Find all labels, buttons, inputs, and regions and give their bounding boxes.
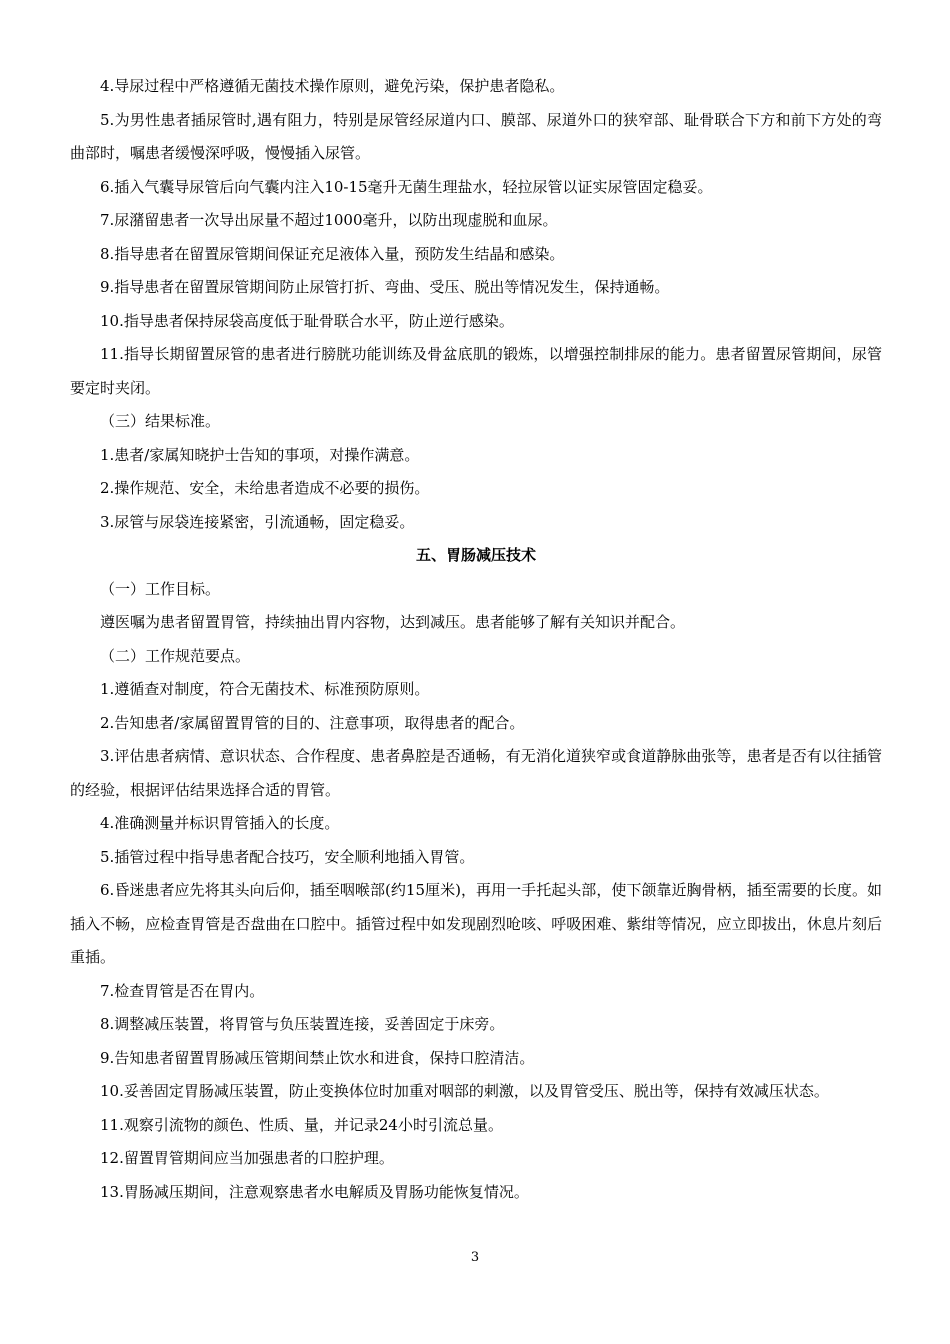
paragraph: 5.插管过程中指导患者配合技巧，安全顺利地插入胃管。 (100, 847, 475, 866)
paragraph: 5.为男性患者插尿管时,遇有阻力，特别是尿管经尿道内口、膜部、尿道外口的狭窄部、耻骨联合下方和前下方处的弯曲部时，嘱患者缓慢深呼吸，慢慢插入尿管。 (70, 110, 882, 162)
paragraph: 4.导尿过程中严格遵循无菌技术操作原则，避免污染，保护患者隐私。 (100, 77, 565, 95)
paragraph: 8.指导患者在留置尿管期间保证充足液体入量，预防发生结晶和感染。 (100, 244, 565, 263)
subsection-heading: （三）结果标准。 (100, 412, 221, 430)
paragraph: 2.操作规范、安全，未给患者造成不必要的损伤。 (100, 479, 430, 497)
paragraph: 3.尿管与尿袋连接紧密，引流通畅，固定稳妥。 (100, 512, 415, 531)
paragraph: 12.留置胃管期间应当加强患者的口腔护理。 (100, 1149, 394, 1167)
paragraph: 8.调整减压装置，将胃管与负压装置连接，妥善固定于床旁。 (100, 1015, 505, 1033)
paragraph: 10.妥善固定胃肠减压装置，防止变换体位时加重对咽部的刺激，以及胃管受压、脱出等，保持有效减压状态。 (100, 1082, 829, 1100)
paragraph: 7.尿潴留患者一次导出尿量不超过1000毫升，以防出现虚脱和血尿。 (100, 211, 558, 229)
paragraph: 遵医嘱为患者留置胃管，持续抽出胃内容物，达到减压。患者能够了解有关知识并配合。 (100, 613, 686, 631)
paragraph: 11.指导长期留置尿管的患者进行膀胱功能训练及骨盆底肌的锻炼，以增强控制排尿的能力。患者留置尿管期间，尿管要定时夹闭。 (70, 345, 882, 397)
paragraph: 11.观察引流物的颜色、性质、量，并记录24小时引流总量。 (100, 1115, 503, 1134)
paragraph: 6.插入气囊导尿管后向气囊内注入10-15毫升无菌生理盐水，轻拉尿管以证实尿管固定稳妥。 (100, 177, 713, 196)
paragraph: 13.胃肠减压期间，注意观察患者水电解质及胃肠功能恢复情况。 (100, 1182, 529, 1201)
paragraph: 2.告知患者/家属留置胃管的目的、注意事项，取得患者的配合。 (100, 713, 525, 732)
subsection-heading: （二）工作规范要点。 (100, 646, 251, 665)
paragraph: 1.患者/家属知晓护士告知的事项，对操作满意。 (100, 445, 420, 464)
subsection-heading: （一）工作目标。 (100, 579, 221, 598)
page-number: 3 (470, 1250, 480, 1265)
paragraph: 6.昏迷患者应先将其头向后仰，插至咽喉部(约15厘米)，再用一手托起头部，使下颌靠近胸骨柄，插至需要的长度。如插入不畅，应检查胃管是否盘曲在口腔中。插管过程中如发现剧烈呛咳、呼吸困难、紫绀等情况，应立即拔出，休息片刻后重插。 (70, 881, 882, 966)
document-body (70, 70, 882, 1209)
paragraph: 1.遵循查对制度，符合无菌技术、标准预防原则。 (100, 680, 430, 698)
paragraph: 9.指导患者在留置尿管期间防止尿管打折、弯曲、受压、脱出等情况发生，保持通畅。 (100, 278, 670, 296)
paragraph: 3.评估患者病情、意识状态、合作程度、患者鼻腔是否通畅，有无消化道狭窄或食道静脉曲张等，患者是否有以往插管的经验，根据评估结果选择合适的胃管。 (70, 747, 882, 799)
paragraph: 10.指导患者保持尿袋高度低于耻骨联合水平，防止逆行感染。 (100, 311, 514, 330)
paragraph: 7.检查胃管是否在胃内。 (100, 981, 265, 1000)
paragraph: 9.告知患者留置胃肠减压管期间禁止饮水和进食，保持口腔清洁。 (100, 1048, 535, 1067)
paragraph: 4.准确测量并标识胃管插入的长度。 (100, 814, 340, 832)
section-heading: 五、胃肠减压技术 (415, 546, 536, 564)
